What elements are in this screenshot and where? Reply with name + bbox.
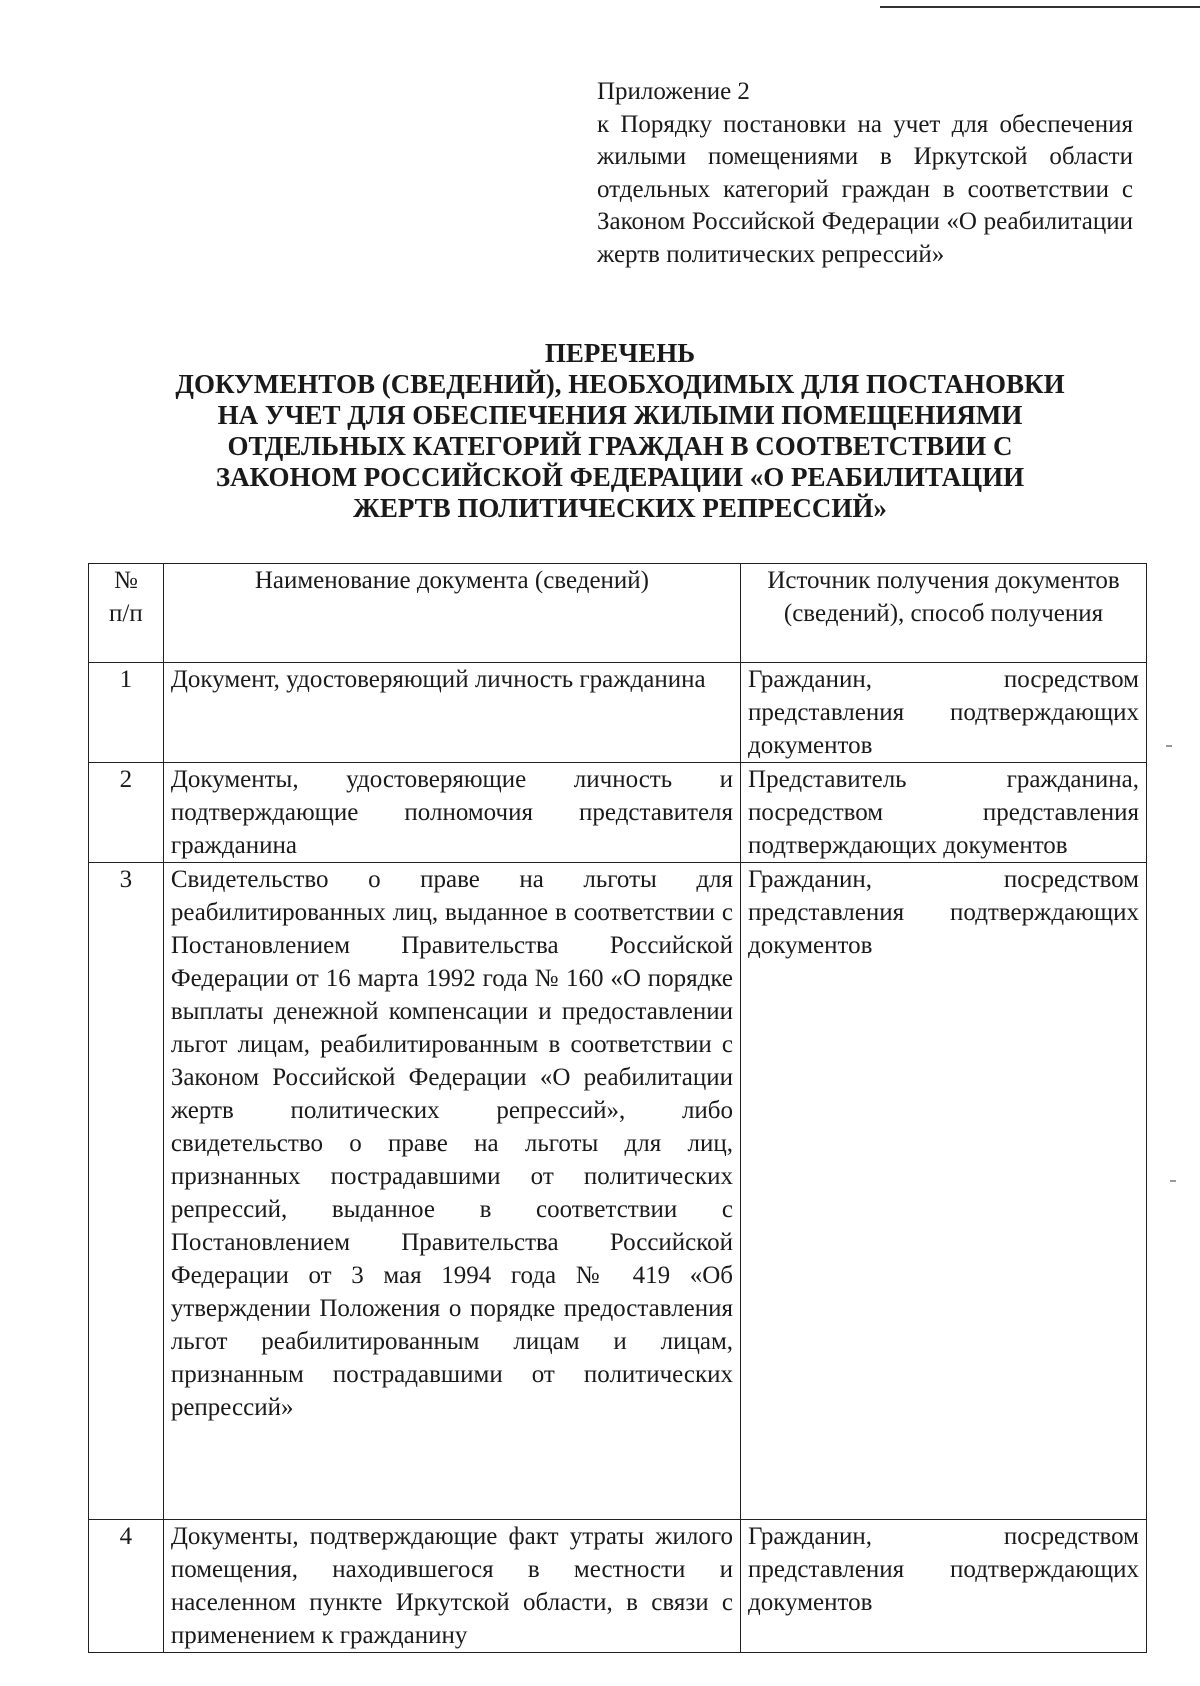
table-row (89, 763, 1147, 863)
title-line-4: ОТДЕЛЬНЫХ КАТЕГОРИЙ ГРАЖДАН В СООТВЕТСТВИИ С (227, 431, 1013, 461)
title-line-2: ДОКУМЕНТОВ (СВЕДЕНИЙ), НЕОБХОДИМЫХ ДЛЯ ПОСТАНОВКИ (175, 369, 1065, 399)
title-line-6: ЖЕРТВ ПОЛИТИЧЕСКИХ РЕПРЕССИЙ» (353, 493, 887, 523)
documents-table (88, 563, 1147, 1653)
header-number-sign: № (113, 567, 138, 594)
appendix-reference: к Порядку постановки на учет для обеспечения жилыми помещениями в Иркутской области отдельных категорий граждан в соответствии с Законом Российской Федерации «О реабилитации жертв политических репрессий» (597, 110, 1133, 268)
row-number: 2 (89, 763, 164, 863)
row-source: Представитель гражданина, посредством представления подтверждающих документов (741, 763, 1147, 863)
header-number (89, 564, 164, 663)
row-number: 1 (89, 663, 164, 763)
row-document-name: Документы, удостоверяющие личность и подтверждающие полномочия представителя гражданина (163, 763, 740, 863)
title-line-3: НА УЧЕТ ДЛЯ ОБЕСПЕЧЕНИЯ ЖИЛЫМИ ПОМЕЩЕНИЯМИ (217, 400, 1023, 430)
title-line-1: ПЕРЕЧЕНЬ (544, 338, 696, 368)
header-document-name: Наименование документа (сведений) (163, 564, 740, 663)
title-line-5: ЗАКОНОМ РОССИЙСКОЙ ФЕДЕРАЦИИ «О РЕАБИЛИТАЦИИ (215, 462, 1025, 492)
row-document-name: Документ, удостоверяющий личность гражданина (163, 663, 740, 763)
row-document-name: Документы, подтверждающие факт утраты жилого помещения, находившегося в местности и населенном пункте Иркутской области, в связи с применением к гражданину (163, 1520, 740, 1653)
row-source: Гражданин, посредством представления подтверждающих документов (741, 863, 1147, 1520)
table-row (89, 663, 1147, 763)
header-number-abbr: п/п (109, 600, 143, 627)
table-header-row (89, 564, 1147, 663)
appendix-header (597, 76, 1133, 271)
scan-margin-mark (1166, 745, 1172, 747)
row-document-name: Свидетельство о праве на льготы для реабилитированных лиц, выданное в соответствии с Постановлением Правительства Российской Федерации от 16 марта 1992 года № 160 «О порядке выплаты денежной компенсации и предоставлении льгот лицам, реабилитированным в соответствии с Законом Российской Федерации «О реабилитации жертв политических репрессий», либо свидетельство о праве на льготы для лиц, признанных пострадавшими от политических репрессий, выданное в соответствии с Постановлением Правительства Российской Федерации от 3 мая 1994 года № 419 «Об утверждении Положения о порядке предоставления льгот реабилитированным лицам и лицам, признанным пострадавшими от политических репрессий» (163, 863, 740, 1520)
scan-margin-mark (1170, 1180, 1176, 1182)
scan-edge-line (880, 6, 1200, 8)
document-title (120, 338, 1120, 524)
header-source: Источник получения документов (сведений), способ получения (741, 564, 1147, 663)
row-number: 4 (89, 1520, 164, 1653)
row-source: Гражданин, посредством представления подтверждающих документов (741, 1520, 1147, 1653)
table-row (89, 863, 1147, 1520)
appendix-number: Приложение 2 (597, 78, 750, 105)
row-number: 3 (89, 863, 164, 1520)
table-row (89, 1520, 1147, 1653)
row-source: Гражданин, посредством представления подтверждающих документов (741, 663, 1147, 763)
